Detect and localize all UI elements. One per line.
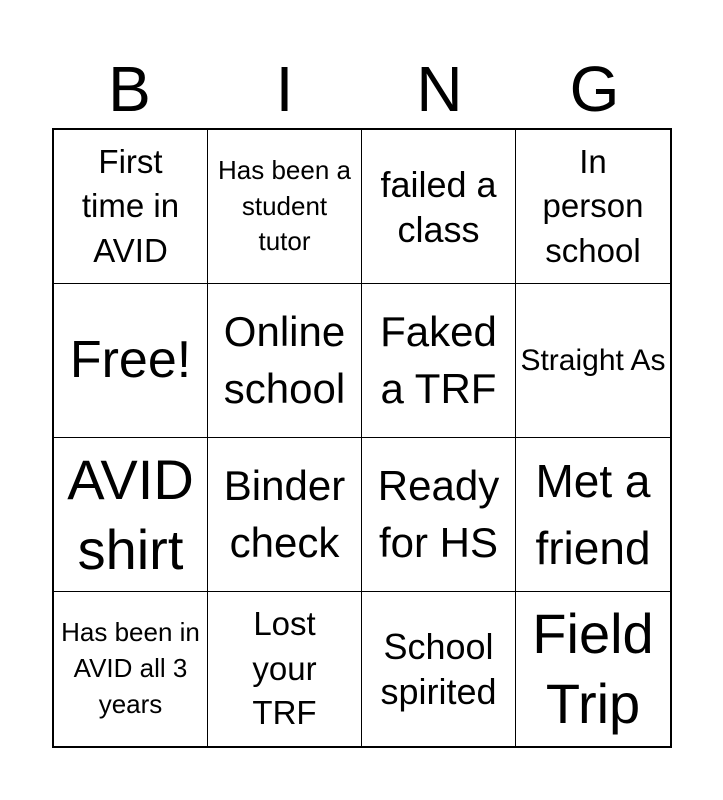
bingo-card (52, 128, 672, 748)
cell-text: Straight As (520, 343, 666, 377)
cell-text: AVID shirt (67, 447, 194, 581)
bingo-cell[interactable] (54, 592, 208, 746)
bingo-cell[interactable] (54, 284, 208, 438)
cell-text: School spirited (380, 626, 497, 712)
cell-text: First time in AVID (81, 142, 180, 269)
bingo-cell[interactable] (362, 130, 516, 284)
bingo-cell[interactable] (208, 284, 362, 438)
bingo-cell[interactable] (516, 438, 670, 592)
bingo-cell[interactable] (362, 438, 516, 592)
bingo-cell[interactable] (516, 592, 670, 746)
bingo-header (52, 50, 672, 128)
cell-text: Faked a TRF (380, 307, 497, 412)
bingo-cell[interactable] (362, 592, 516, 746)
bingo-cell[interactable] (362, 284, 516, 438)
bingo-cell[interactable] (208, 130, 362, 284)
cell-text: Field Trip (532, 602, 654, 735)
cell-text: Lost your TRF (252, 605, 317, 732)
header-letter-g: G (569, 53, 620, 125)
header-letter-n: N (416, 53, 463, 125)
cell-text: Free! (69, 330, 192, 389)
bingo-cell[interactable] (516, 284, 670, 438)
header-letter-i: I (275, 53, 294, 125)
bingo-cell[interactable] (54, 438, 208, 592)
cell-text: Ready for HS (377, 461, 500, 566)
bingo-cell[interactable] (208, 592, 362, 746)
bingo-cell[interactable] (516, 130, 670, 284)
cell-text: Has been in AVID all 3 years (61, 617, 200, 719)
cell-text: failed a class (380, 163, 497, 250)
cell-text: Has been a student tutor (218, 154, 351, 257)
cell-text: Online school (223, 307, 346, 412)
cell-text: In person school (542, 142, 644, 269)
bingo-cell[interactable] (208, 438, 362, 592)
cell-text: Met a friend (535, 454, 651, 574)
header-letter-b: B (108, 53, 151, 125)
cell-text: Binder check (223, 461, 346, 566)
bingo-cell[interactable] (54, 130, 208, 284)
